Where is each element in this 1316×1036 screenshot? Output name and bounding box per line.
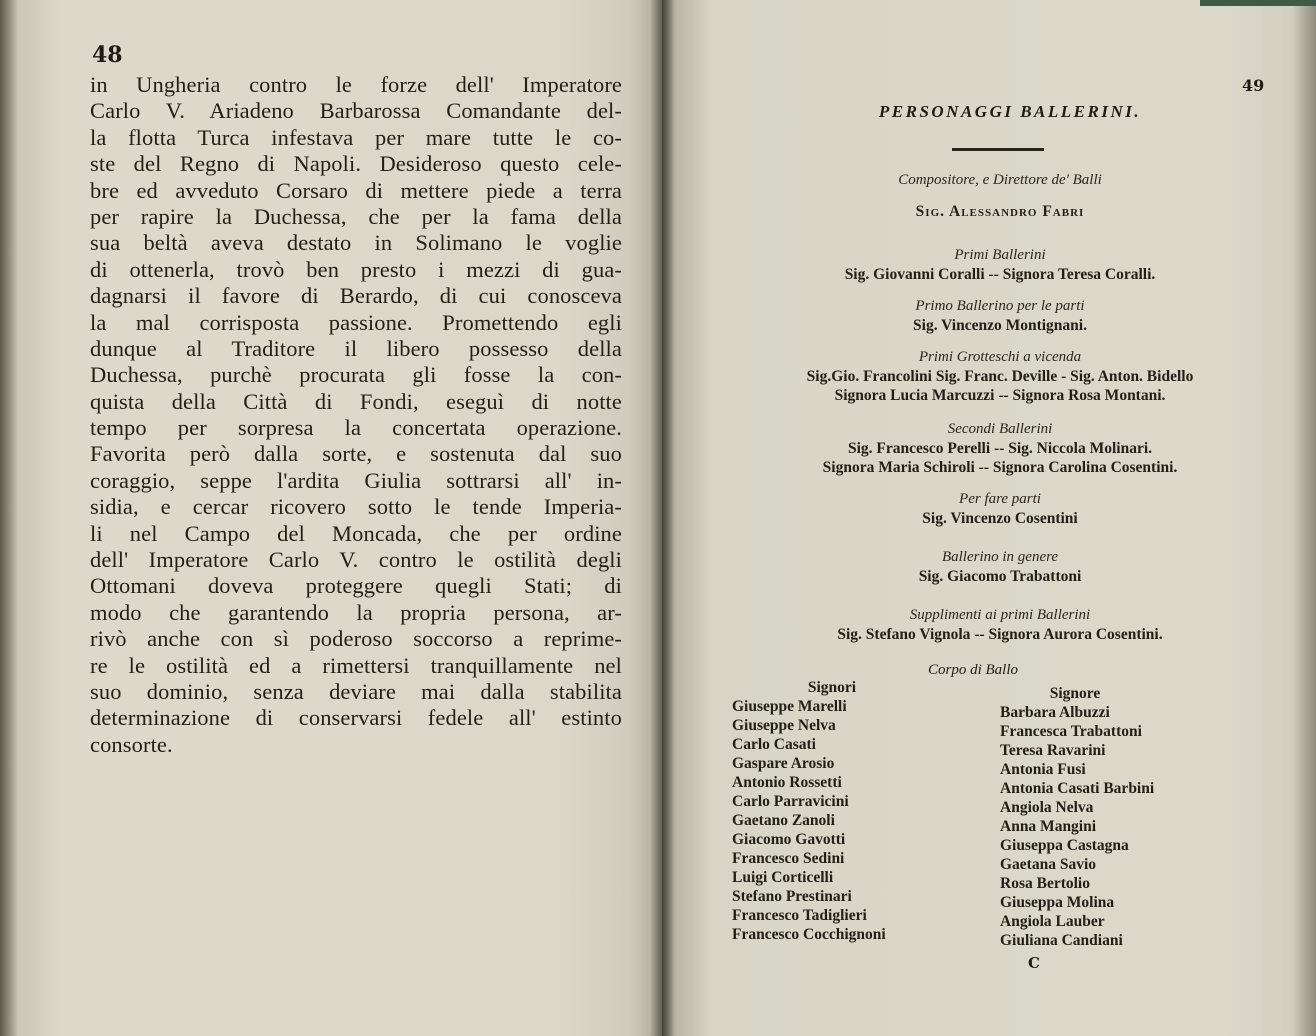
dancer-name: Giuseppa Castagna	[1000, 837, 1129, 854]
signori-list	[732, 697, 932, 944]
signori-heading: Signori	[807, 679, 857, 696]
text-line: determinazione di conservarsi fedele all' estinto	[90, 705, 622, 731]
section-compositore	[730, 170, 1270, 221]
text-line: suo dominio, senza deviare mai dalla stabilita	[90, 678, 622, 704]
dancer-name: Francesca Trabattoni	[1000, 723, 1142, 740]
corpo-di-ballo-heading: Corpo di Ballo	[928, 662, 1019, 678]
title-divider	[952, 148, 1044, 151]
section-heading: Secondi Ballerini	[947, 421, 1053, 437]
section-heading: Supplimenti ai primi Ballerini	[909, 607, 1091, 623]
dancer-name: Antonia Fusi	[1000, 761, 1086, 778]
dancer-name: Anna Mangini	[1000, 818, 1097, 835]
signore-list	[1000, 703, 1220, 950]
dancer-name: Angiola Nelva	[1000, 799, 1094, 816]
performer-name: Sig. Vincenzo Cosentini	[922, 510, 1078, 527]
cover-edge	[1200, 0, 1316, 6]
text-line: modo che garantendo la propria persona, ar-	[90, 599, 622, 625]
text-line: in Ungheria contro le forze dell' Imperatore	[90, 72, 622, 97]
dancer-name: Antonio Rossetti	[732, 774, 842, 791]
signore-column	[1000, 684, 1220, 950]
text-line: la flotta Turca infestava per mare tutte le co-	[90, 124, 622, 150]
section-ballerino-in-genere	[730, 547, 1270, 586]
performer-name: Sig. Giacomo Trabattoni	[918, 568, 1082, 585]
dancer-name: Francesco Sedini	[732, 850, 845, 867]
section-primi-grotteschi	[730, 347, 1270, 405]
dancer-name: Giuseppe Nelva	[732, 717, 836, 734]
dancer-name: Francesco Tadiglieri	[732, 907, 867, 924]
dancer-name: Stefano Prestinari	[732, 888, 852, 905]
section-heading: Per fare parti	[959, 491, 1041, 507]
section-per-fare-parti	[730, 489, 1270, 528]
dancer-name: Giuseppa Molina	[1000, 894, 1115, 911]
text-line: rivò anche con sì poderoso soccorso a reprime-	[90, 626, 622, 652]
text-line: di ottenerla, trovò ben presto i mezzi di gua-	[90, 256, 622, 282]
section-secondi-ballerini	[730, 419, 1270, 477]
text-line: sidia, e cercar ricovero sotto le tende Imperia-	[90, 494, 622, 520]
text-line: Carlo V. Ariadeno Barbarossa Comandante del-	[90, 98, 622, 124]
dancer-name: Giuseppe Marelli	[732, 698, 847, 715]
signore-heading: Signore	[1049, 685, 1101, 702]
text-line: quista della Città di Fondi, eseguì di notte	[90, 388, 622, 414]
dancer-name: Gaetana Savio	[1000, 856, 1097, 873]
dancer-name: Rosa Bertolio	[1000, 875, 1090, 892]
text-line: coraggio, seppe l'ardita Giulia sottrarsi all' in-	[90, 467, 622, 493]
dancer-name: Angiola Lauber	[1000, 913, 1105, 930]
page-number-right: 49	[1242, 76, 1265, 95]
dancer-name: Teresa Ravarini	[1000, 742, 1106, 759]
text-line: dagnarsi il favore di Berardo, di cui conosceva	[90, 283, 622, 309]
signori-column	[732, 678, 932, 944]
text-line: Duchessa, purchè procurata gli fosse la con-	[90, 362, 622, 388]
text-line: la mal corrisposta passione. Promettendo egli	[90, 309, 622, 335]
dancer-name: Antonia Casati Barbini	[1000, 780, 1155, 797]
text-line: Favorita però dalla sorte, e sostenuta dal suo	[90, 441, 622, 467]
text-line: sua beltà aveva destato in Solimano le voglie	[90, 230, 622, 256]
dancer-name: Carlo Casati	[732, 736, 816, 753]
dancer-name: Giuliana Candiani	[1000, 932, 1123, 949]
text-line: li nel Campo del Moncada, che per ordine	[90, 520, 622, 546]
dancer-name: Francesco Cocchignoni	[732, 926, 886, 943]
performer-name: Signora Maria Schiroli -- Signora Carolina Cosentini.	[822, 459, 1178, 476]
text-line: dunque al Traditore il libero possesso della	[90, 335, 622, 361]
section-primo-ballerino-parti	[730, 296, 1270, 335]
dancer-name: Carlo Parravicini	[732, 793, 849, 810]
book-gutter	[650, 0, 674, 1036]
section-heading: Ballerino in genere	[941, 549, 1059, 565]
dancer-name: Gaetano Zanoli	[732, 812, 835, 829]
text-line: ste del Regno di Napoli. Desideroso questo cele-	[90, 151, 622, 177]
text-line: re le ostilità ed a rimettersi tranquillamente nel	[90, 652, 622, 678]
text-line: Ottomani doveva proteggere quegli Stati; di	[90, 573, 622, 599]
dancer-name: Luigi Corticelli	[732, 869, 834, 886]
performer-name: Sig. Alessandro Fabri	[915, 203, 1085, 220]
section-primi-ballerini	[730, 245, 1270, 284]
text-line: bre ed avveduto Corsaro di mettere piede a terra	[90, 177, 622, 203]
page-number-left: 48	[92, 42, 123, 68]
dancer-name: Giacomo Gavotti	[732, 831, 846, 848]
section-heading: Primo Ballerino per le parti	[915, 298, 1085, 314]
section-supplimenti	[730, 605, 1270, 644]
dancer-name: Gaspare Arosio	[732, 755, 835, 772]
performer-name: Signora Lucia Marcuzzi -- Signora Rosa Montani.	[834, 387, 1166, 404]
dancer-name: Barbara Albuzzi	[1000, 704, 1110, 721]
page-title: PERSONAGGI BALLERINI.	[878, 102, 1142, 121]
performer-name: Sig. Giovanni Coralli -- Signora Teresa Coralli.	[844, 266, 1156, 283]
performer-name: Sig. Vincenzo Montignani.	[913, 317, 1087, 334]
performer-name: Sig. Francesco Perelli -- Sig. Niccola Molinari.	[847, 440, 1153, 457]
section-heading: Primi Grotteschi a vicenda	[918, 349, 1082, 365]
section-heading: Primi Ballerini	[954, 247, 1046, 263]
left-page-body	[90, 72, 622, 758]
text-line: consorte.	[90, 731, 173, 757]
signature-mark: C	[1028, 954, 1040, 972]
performer-name: Sig. Stefano Vignola -- Signora Aurora Cosentini.	[837, 626, 1163, 643]
text-line: dell' Imperatore Carlo V. contro le ostilità degli	[90, 547, 622, 573]
section-heading: Compositore, e Direttore de' Balli	[898, 172, 1102, 188]
text-line: per rapire la Duchessa, che per la fama della	[90, 203, 622, 229]
performer-name: Sig.Gio. Francolini Sig. Franc. Deville - Sig. Anton. Bidello	[806, 368, 1194, 385]
text-line: tempo per sorpresa la concertata operazione.	[90, 415, 622, 441]
